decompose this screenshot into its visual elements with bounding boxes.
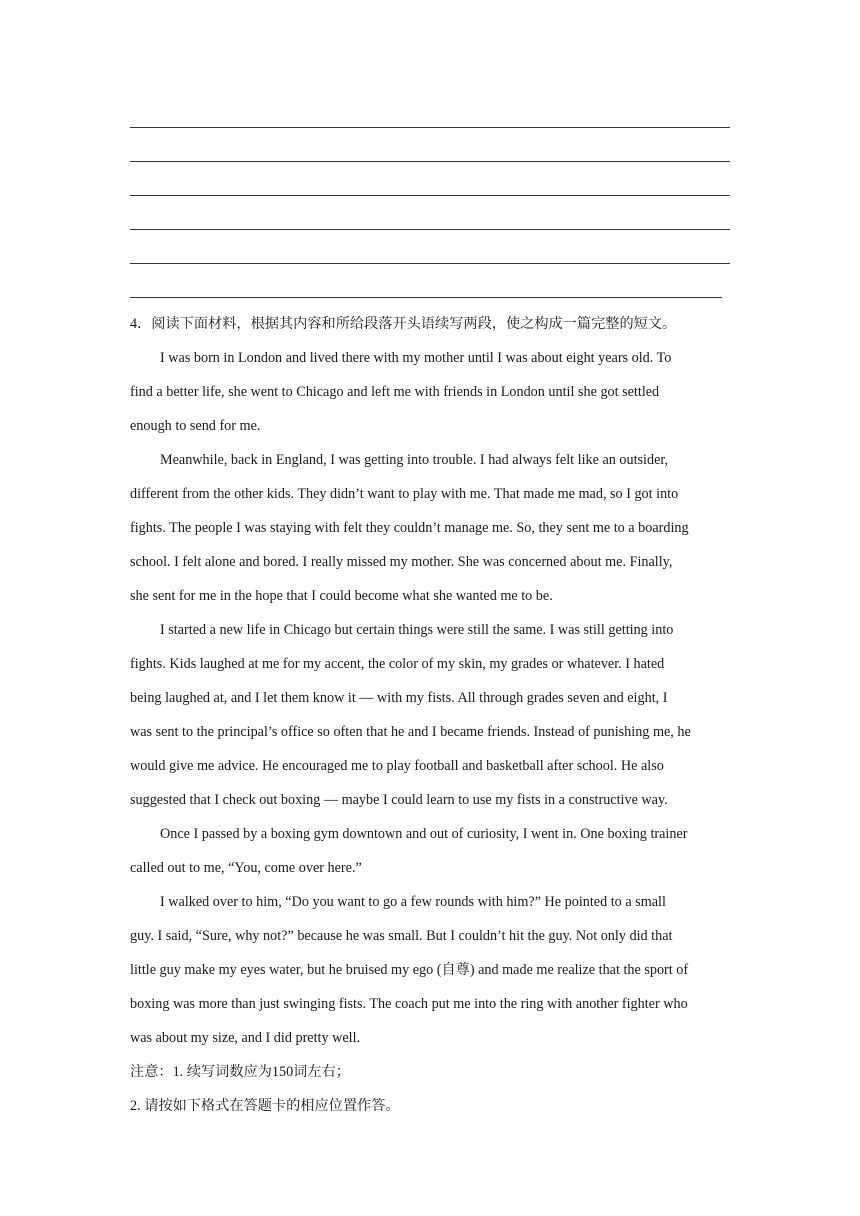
answer-line xyxy=(130,229,730,230)
story-line: was sent to the principal’s office so often that he and I became friends. Instead of punishing me, he xyxy=(130,724,691,740)
note-2: 2. 请按如下格式在答题卡的相应位置作答。 xyxy=(130,1098,400,1114)
story-line: called out to me, “You, come over here.” xyxy=(130,860,362,876)
story-line: little guy make my eyes water, but he bruised my ego (自尊) and made me realize that the sport of xyxy=(130,962,689,978)
answer-line xyxy=(130,195,730,196)
answer-line xyxy=(130,263,730,264)
story-line: Meanwhile, back in England, I was getting into trouble. I had always felt like an outsider, xyxy=(160,452,669,468)
note-1: 注意：1. 续写词数应为150词左右； xyxy=(130,1064,350,1080)
story-line: enough to send for me. xyxy=(130,418,261,434)
story-line: Once I passed by a boxing gym downtown and out of curiosity, I went in. One boxing trainer xyxy=(160,826,688,842)
story-line: I started a new life in Chicago but certain things were still the same. I was still getting into xyxy=(160,622,674,638)
story-line: school. I felt alone and bored. I really missed my mother. She was concerned about me. Finally, xyxy=(130,554,673,570)
story-line: I was born in London and lived there with my mother until I was about eight years old. To xyxy=(160,350,672,366)
story-line: she sent for me in the hope that I could become what she wanted me to be. xyxy=(130,588,553,604)
story-line: suggested that I check out boxing — maybe I could learn to use my fists in a constructive way. xyxy=(130,792,668,808)
answer-line xyxy=(130,297,722,298)
question-heading xyxy=(130,314,676,334)
story-line: I walked over to him, “Do you want to go a few rounds with him?” He pointed to a small xyxy=(160,894,666,910)
answer-line xyxy=(130,161,730,162)
story-line: being laughed at, and I let them know it — with my fists. All through grades seven and eight, I xyxy=(130,690,668,706)
question-number: 4． xyxy=(130,316,152,332)
story-line: was about my size, and I did pretty well. xyxy=(130,1030,361,1046)
answer-line xyxy=(130,127,730,128)
question-instruction: 阅读下面材料，根据其内容和所给段落开头语续写两段，使之构成一篇完整的短文。 xyxy=(151,316,677,332)
story-line: would give me advice. He encouraged me to play football and basketball after school. He also xyxy=(130,758,664,774)
story-line: guy. I said, “Sure, why not?” because he was small. But I couldn’t hit the guy. Not only did that xyxy=(130,928,673,944)
story-line: different from the other kids. They didn’t want to play with me. That made me mad, so I got into xyxy=(130,486,679,502)
story-line: fights. The people I was staying with felt they couldn’t manage me. So, they sent me to a boarding xyxy=(130,520,689,536)
story-line: boxing was more than just swinging fists. The coach put me into the ring with another fighter who xyxy=(130,996,688,1012)
story-line: find a better life, she went to Chicago and left me with friends in London until she got settled xyxy=(130,384,660,400)
story-line: fights. Kids laughed at me for my accent, the color of my skin, my grades or whatever. I hated xyxy=(130,656,665,672)
